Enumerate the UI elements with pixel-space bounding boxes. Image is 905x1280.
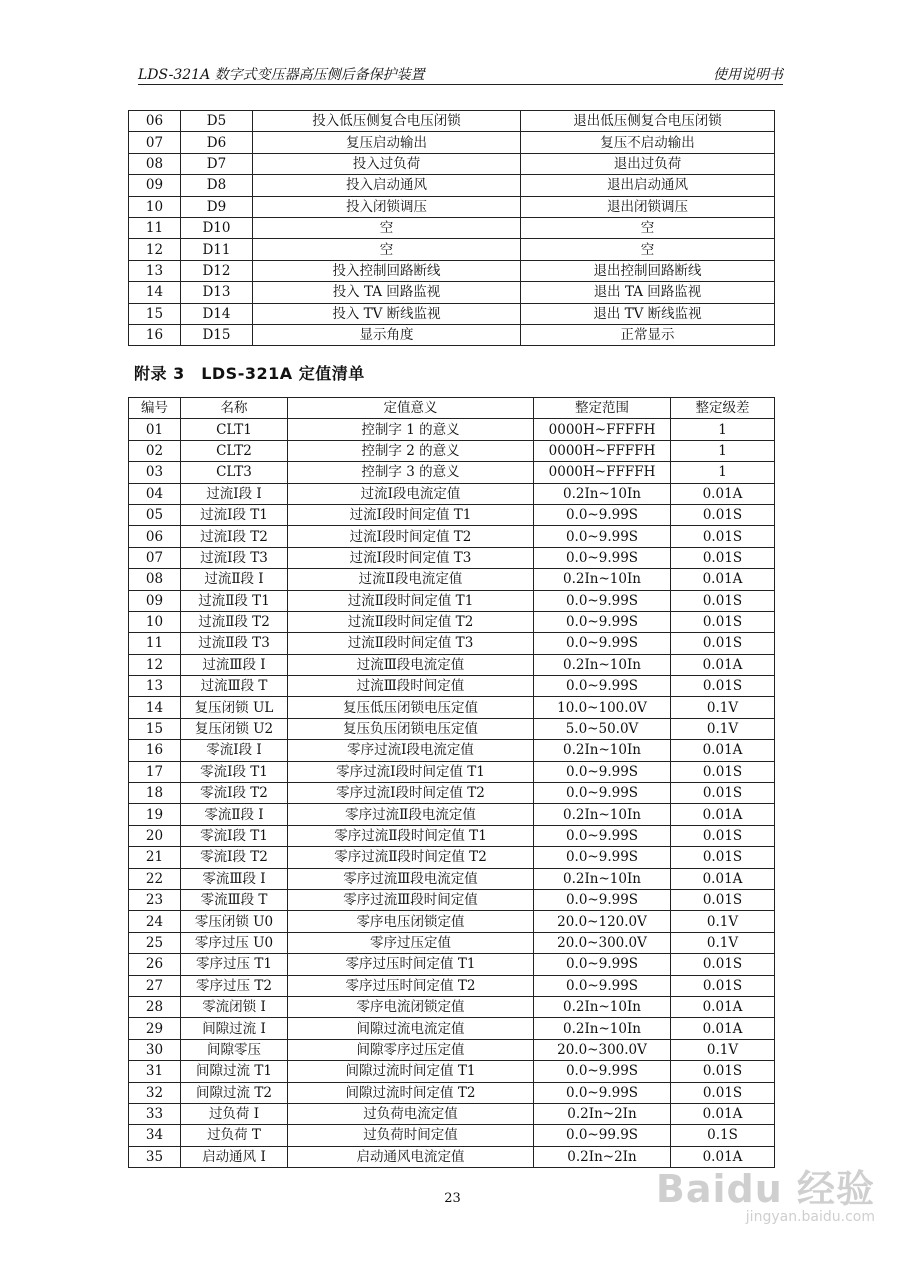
table-cell: 过负荷 T — [181, 1125, 288, 1146]
table-cell: 间隙零序过压定值 — [288, 1039, 534, 1060]
page-number: 23 — [444, 1191, 461, 1206]
table-row — [129, 868, 775, 889]
table-row — [129, 483, 775, 504]
table-row — [129, 153, 775, 174]
column-header: 定值意义 — [288, 398, 534, 419]
table-cell: 07 — [129, 547, 181, 568]
table-row — [129, 996, 775, 1017]
table-cell: D12 — [181, 260, 253, 281]
table-cell: 过流Ⅱ段 T2 — [181, 611, 288, 632]
table-cell: 0.0~9.99S — [534, 504, 671, 525]
table-row — [129, 1125, 775, 1146]
table-cell: 零序过流Ⅱ段时间定值 T2 — [288, 847, 534, 868]
table-row — [129, 324, 775, 345]
table-cell: 零流Ⅰ段 T2 — [181, 783, 288, 804]
table-cell: 过流Ⅱ段时间定值 T3 — [288, 633, 534, 654]
table-cell: 0.0~9.99S — [534, 825, 671, 846]
table-cell: 14 — [129, 697, 181, 718]
table-cell: 复压启动输出 — [253, 132, 521, 153]
table-cell: 0.01A — [671, 483, 775, 504]
table-cell: 14 — [129, 282, 181, 303]
table-cell: 过流Ⅲ段 I — [181, 654, 288, 675]
table-cell: 过流Ⅱ段电流定值 — [288, 569, 534, 590]
table-cell: 0.0~9.99S — [534, 547, 671, 568]
control-word-table — [128, 110, 775, 346]
table-cell: 启动通风电流定值 — [288, 1146, 534, 1167]
table-cell: 0.0~9.99S — [534, 590, 671, 611]
table-row — [129, 260, 775, 281]
table-cell: 0.01S — [671, 975, 775, 996]
watermark — [656, 1158, 875, 1225]
table-cell: 15 — [129, 303, 181, 324]
table-row — [129, 547, 775, 568]
table-cell: 间隙过流 I — [181, 1018, 288, 1039]
table-cell: 零流Ⅰ段 T1 — [181, 761, 288, 782]
table-cell: 21 — [129, 847, 181, 868]
table-cell: D11 — [181, 239, 253, 260]
table-cell: 0.1V — [671, 911, 775, 932]
table-cell: 零序过流Ⅲ段时间定值 — [288, 889, 534, 910]
table-cell: 复压闭锁 U2 — [181, 718, 288, 739]
table-row — [129, 196, 775, 217]
table-cell: 投入启动通风 — [253, 175, 521, 196]
table-row — [129, 1061, 775, 1082]
table-cell: 过流Ⅰ段时间定值 T1 — [288, 504, 534, 525]
table-cell: 13 — [129, 260, 181, 281]
table-cell: 0.0~9.99S — [534, 1061, 671, 1082]
section-title: 附录 3 LDS-321A 定值清单 — [134, 364, 365, 383]
table-cell: 1 — [671, 419, 775, 440]
table-cell: 0.0~9.99S — [534, 1082, 671, 1103]
table-cell: 0.01A — [671, 868, 775, 889]
table-cell: 过流Ⅰ段时间定值 T3 — [288, 547, 534, 568]
table-row — [129, 1082, 775, 1103]
table-cell: 35 — [129, 1146, 181, 1167]
table-cell: 零序过流Ⅰ段时间定值 T2 — [288, 783, 534, 804]
table-cell: 20.0~120.0V — [534, 911, 671, 932]
table-cell: 零流Ⅰ段 I — [181, 740, 288, 761]
table-row — [129, 440, 775, 461]
table-row — [129, 239, 775, 260]
table-cell: 30 — [129, 1039, 181, 1060]
table-cell: 零序过压时间定值 T2 — [288, 975, 534, 996]
table-cell: 26 — [129, 954, 181, 975]
table-cell: 09 — [129, 590, 181, 611]
table-row — [129, 761, 775, 782]
table-cell: 22 — [129, 868, 181, 889]
table-cell: 0.0~99.9S — [534, 1125, 671, 1146]
table-cell: 零序过压 T1 — [181, 954, 288, 975]
table-cell: 零序电压闭锁定值 — [288, 911, 534, 932]
table-cell: 15 — [129, 718, 181, 739]
table-cell: 退出 TV 断线监视 — [521, 303, 775, 324]
table-cell: 0.01S — [671, 611, 775, 632]
table-row — [129, 889, 775, 910]
table-cell: 13 — [129, 676, 181, 697]
table-cell: 0.01S — [671, 847, 775, 868]
table-cell: 退出闭锁调压 — [521, 196, 775, 217]
table-cell: 过负荷电流定值 — [288, 1103, 534, 1124]
table-cell: 08 — [129, 153, 181, 174]
table-cell: 退出启动通风 — [521, 175, 775, 196]
table-row — [129, 217, 775, 238]
column-header: 整定级差 — [671, 398, 775, 419]
table-cell: D8 — [181, 175, 253, 196]
table-cell: 0.1V — [671, 697, 775, 718]
table-cell: 过流Ⅱ段 I — [181, 569, 288, 590]
table-cell: 05 — [129, 504, 181, 525]
table-cell: 0.01S — [671, 825, 775, 846]
table-cell: 5.0~50.0V — [534, 718, 671, 739]
table-cell: 0.2In~10In — [534, 483, 671, 504]
table-cell: 27 — [129, 975, 181, 996]
table-cell: 复压不启动输出 — [521, 132, 775, 153]
table-cell: 0.0~9.99S — [534, 847, 671, 868]
table-cell: 复压负压闭锁电压定值 — [288, 718, 534, 739]
table-cell: 投入 TV 断线监视 — [253, 303, 521, 324]
table-row — [129, 932, 775, 953]
table-cell: 空 — [521, 217, 775, 238]
table-cell: 16 — [129, 324, 181, 345]
table-cell: 零序过压定值 — [288, 932, 534, 953]
table-cell: 16 — [129, 740, 181, 761]
table-cell: 02 — [129, 440, 181, 461]
table-cell: 0.01A — [671, 1146, 775, 1167]
table-cell: 过流Ⅲ段电流定值 — [288, 654, 534, 675]
table-cell: 1 — [671, 462, 775, 483]
table-cell: D14 — [181, 303, 253, 324]
table-cell: CLT3 — [181, 462, 288, 483]
table-row — [129, 697, 775, 718]
table-cell: 零流Ⅰ段 T2 — [181, 847, 288, 868]
table-cell: 过流Ⅰ段 T3 — [181, 547, 288, 568]
table-cell: CLT2 — [181, 440, 288, 461]
table-cell: 0.1V — [671, 1039, 775, 1060]
table-row — [129, 419, 775, 440]
table-cell: 11 — [129, 217, 181, 238]
table-cell: 零序过流Ⅱ段电流定值 — [288, 804, 534, 825]
table-cell: 0000H~FFFFH — [534, 440, 671, 461]
table-header-row — [129, 398, 775, 419]
table-row — [129, 504, 775, 525]
table-cell: 正常显示 — [521, 324, 775, 345]
table-cell: 0.01A — [671, 740, 775, 761]
table-cell: 0.01S — [671, 889, 775, 910]
table-row — [129, 282, 775, 303]
table-cell: 0.0~9.99S — [534, 633, 671, 654]
table-cell: 投入低压侧复合电压闭锁 — [253, 111, 521, 132]
table-cell: 0.2In~2In — [534, 1103, 671, 1124]
table-cell: 过流Ⅱ段时间定值 T1 — [288, 590, 534, 611]
settings-table — [128, 397, 775, 1168]
table-cell: 投入闭锁调压 — [253, 196, 521, 217]
table-row — [129, 462, 775, 483]
table-cell: 0.2In~10In — [534, 996, 671, 1017]
table-cell: 过流Ⅲ段时间定值 — [288, 676, 534, 697]
table-row — [129, 303, 775, 324]
table-cell: 零流闭锁 I — [181, 996, 288, 1017]
table-cell: 过流Ⅱ段 T3 — [181, 633, 288, 654]
table-cell: 0.01S — [671, 676, 775, 697]
table-cell: 06 — [129, 111, 181, 132]
table-cell: 25 — [129, 932, 181, 953]
table-cell: 间隙过流 T2 — [181, 1082, 288, 1103]
table-row — [129, 175, 775, 196]
table-cell: 间隙过流 T1 — [181, 1061, 288, 1082]
column-header: 名称 — [181, 398, 288, 419]
table-cell: 29 — [129, 1018, 181, 1039]
table-cell: 07 — [129, 132, 181, 153]
header-doc-type: 使用说明书 — [713, 67, 783, 83]
table-cell: 33 — [129, 1103, 181, 1124]
table-cell: 0.01A — [671, 1018, 775, 1039]
table-cell: 17 — [129, 761, 181, 782]
table-cell: 零流Ⅰ段 T1 — [181, 825, 288, 846]
table-cell: D5 — [181, 111, 253, 132]
table-row — [129, 783, 775, 804]
table-cell: 0.01A — [671, 1103, 775, 1124]
table-cell: 0.01S — [671, 783, 775, 804]
table-cell: 过流Ⅰ段电流定值 — [288, 483, 534, 504]
table-cell: 01 — [129, 419, 181, 440]
table-row — [129, 569, 775, 590]
table-cell: 零序电流闭锁定值 — [288, 996, 534, 1017]
table-cell: 过负荷 I — [181, 1103, 288, 1124]
table-cell: 03 — [129, 462, 181, 483]
table-cell: 0.2In~10In — [534, 740, 671, 761]
table-cell: 12 — [129, 654, 181, 675]
table-cell: 零序过流Ⅲ段电流定值 — [288, 868, 534, 889]
table-row — [129, 654, 775, 675]
table-cell: 显示角度 — [253, 324, 521, 345]
table-cell: 间隙过流时间定值 T2 — [288, 1082, 534, 1103]
table-cell: 间隙过流时间定值 T1 — [288, 1061, 534, 1082]
table-cell: 过流Ⅱ段时间定值 T2 — [288, 611, 534, 632]
table-cell: 18 — [129, 783, 181, 804]
table-cell: 零流Ⅱ段 I — [181, 804, 288, 825]
table-cell: 退出控制回路断线 — [521, 260, 775, 281]
table-cell: 过流Ⅲ段 T — [181, 676, 288, 697]
table-cell: 0.01S — [671, 761, 775, 782]
table-cell: 0.2In~10In — [534, 569, 671, 590]
table-cell: 空 — [253, 239, 521, 260]
table-cell: 零序过流Ⅰ段时间定值 T1 — [288, 761, 534, 782]
table-cell: 零流Ⅲ段 I — [181, 868, 288, 889]
table-cell: 0.01A — [671, 804, 775, 825]
table-cell: 零序过流Ⅰ段电流定值 — [288, 740, 534, 761]
table-row — [129, 718, 775, 739]
table-cell: 控制字 2 的意义 — [288, 440, 534, 461]
table-cell: 间隙过流电流定值 — [288, 1018, 534, 1039]
table-cell: 0.0~9.99S — [534, 761, 671, 782]
table-row — [129, 804, 775, 825]
table-cell: 0.01A — [671, 996, 775, 1017]
table-cell: 0.1S — [671, 1125, 775, 1146]
table-cell: 退出低压侧复合电压闭锁 — [521, 111, 775, 132]
table-cell: 0.01S — [671, 1061, 775, 1082]
table-cell: 28 — [129, 996, 181, 1017]
table-cell: 0.0~9.99S — [534, 676, 671, 697]
table-cell: 0.2In~10In — [534, 804, 671, 825]
table-cell: 19 — [129, 804, 181, 825]
table-cell: 20.0~300.0V — [534, 1039, 671, 1060]
header-title: LDS-321A 数字式变压器高压侧后备保护装置 — [138, 67, 425, 83]
table-cell: 0.2In~10In — [534, 1018, 671, 1039]
table-cell: 10 — [129, 196, 181, 217]
table-cell: 24 — [129, 911, 181, 932]
table-row — [129, 847, 775, 868]
table-cell: 0.2In~2In — [534, 1146, 671, 1167]
table-row — [129, 1103, 775, 1124]
table-cell: D6 — [181, 132, 253, 153]
table-cell: 投入 TA 回路监视 — [253, 282, 521, 303]
table-row — [129, 132, 775, 153]
table-cell: 0.2In~10In — [534, 654, 671, 675]
table-cell: 0.01S — [671, 547, 775, 568]
table-row — [129, 1039, 775, 1060]
table-cell: 0.01S — [671, 504, 775, 525]
table-cell: 0000H~FFFFH — [534, 419, 671, 440]
table-cell: 过流Ⅰ段 T1 — [181, 504, 288, 525]
table-cell: 空 — [253, 217, 521, 238]
watermark-brand: Baidu 经验 — [655, 1167, 875, 1211]
table-cell: 控制字 3 的意义 — [288, 462, 534, 483]
page-header — [138, 62, 783, 85]
table-cell: 退出过负荷 — [521, 153, 775, 174]
table-cell: 零压闭锁 U0 — [181, 911, 288, 932]
table-cell: 零序过压 T2 — [181, 975, 288, 996]
table-cell: 0.01A — [671, 654, 775, 675]
table-cell: 0.1V — [671, 718, 775, 739]
table-cell: 零序过流Ⅱ段时间定值 T1 — [288, 825, 534, 846]
table-cell: 08 — [129, 569, 181, 590]
table-cell: 0.01S — [671, 590, 775, 611]
table-cell: 0.01A — [671, 569, 775, 590]
table-cell: D13 — [181, 282, 253, 303]
column-header: 整定范围 — [534, 398, 671, 419]
table-cell: 34 — [129, 1125, 181, 1146]
table-cell: 过流Ⅰ段 I — [181, 483, 288, 504]
table-cell: 23 — [129, 889, 181, 910]
table-cell: 0.0~9.99S — [534, 783, 671, 804]
table-cell: 0000H~FFFFH — [534, 462, 671, 483]
table-cell: D15 — [181, 324, 253, 345]
table-cell: 0.0~9.99S — [534, 526, 671, 547]
table-row — [129, 1018, 775, 1039]
table-cell: 投入控制回路断线 — [253, 260, 521, 281]
table-cell: 0.1V — [671, 932, 775, 953]
table-cell: 0.0~9.99S — [534, 975, 671, 996]
table-cell: D7 — [181, 153, 253, 174]
table-cell: 零序过压时间定值 T1 — [288, 954, 534, 975]
table-cell: 0.01S — [671, 526, 775, 547]
table-cell: 31 — [129, 1061, 181, 1082]
column-header: 编号 — [129, 398, 181, 419]
table-cell: 0.0~9.99S — [534, 889, 671, 910]
table-row — [129, 676, 775, 697]
table-cell: 12 — [129, 239, 181, 260]
table-cell: 0.01S — [671, 954, 775, 975]
table-cell: 20.0~300.0V — [534, 932, 671, 953]
table-cell: 间隙零压 — [181, 1039, 288, 1060]
table-row — [129, 954, 775, 975]
table-cell: 0.0~9.99S — [534, 611, 671, 632]
table-row — [129, 975, 775, 996]
table-row — [129, 611, 775, 632]
table-cell: D10 — [181, 217, 253, 238]
table-cell: 20 — [129, 825, 181, 846]
table-cell: 启动通风 I — [181, 1146, 288, 1167]
table-cell: 1 — [671, 440, 775, 461]
table-cell: 10 — [129, 611, 181, 632]
watermark-url: jingyan.baidu.com — [745, 1209, 875, 1225]
table-cell: D9 — [181, 196, 253, 217]
table-row — [129, 526, 775, 547]
table-row — [129, 740, 775, 761]
table-cell: 复压闭锁 UL — [181, 697, 288, 718]
table-cell: 0.0~9.99S — [534, 954, 671, 975]
table-cell: 零序过压 U0 — [181, 932, 288, 953]
table-cell: 投入过负荷 — [253, 153, 521, 174]
table-cell: 0.01S — [671, 633, 775, 654]
table-cell: 空 — [521, 239, 775, 260]
table-cell: 控制字 1 的意义 — [288, 419, 534, 440]
table-cell: 过流Ⅱ段 T1 — [181, 590, 288, 611]
table-cell: 10.0~100.0V — [534, 697, 671, 718]
table-cell: CLT1 — [181, 419, 288, 440]
table-row — [129, 825, 775, 846]
table-cell: 11 — [129, 633, 181, 654]
table-cell: 04 — [129, 483, 181, 504]
table-row — [129, 590, 775, 611]
table-cell: 过负荷时间定值 — [288, 1125, 534, 1146]
table-cell: 过流Ⅰ段时间定值 T2 — [288, 526, 534, 547]
table-cell: 06 — [129, 526, 181, 547]
table-cell: 32 — [129, 1082, 181, 1103]
table-cell: 退出 TA 回路监视 — [521, 282, 775, 303]
table-cell: 复压低压闭锁电压定值 — [288, 697, 534, 718]
table-row — [129, 633, 775, 654]
table-cell: 零流Ⅲ段 T — [181, 889, 288, 910]
table-row — [129, 911, 775, 932]
table-cell: 0.2In~10In — [534, 868, 671, 889]
table-row — [129, 111, 775, 132]
table-cell: 09 — [129, 175, 181, 196]
table-cell: 0.01S — [671, 1082, 775, 1103]
table-cell: 过流Ⅰ段 T2 — [181, 526, 288, 547]
